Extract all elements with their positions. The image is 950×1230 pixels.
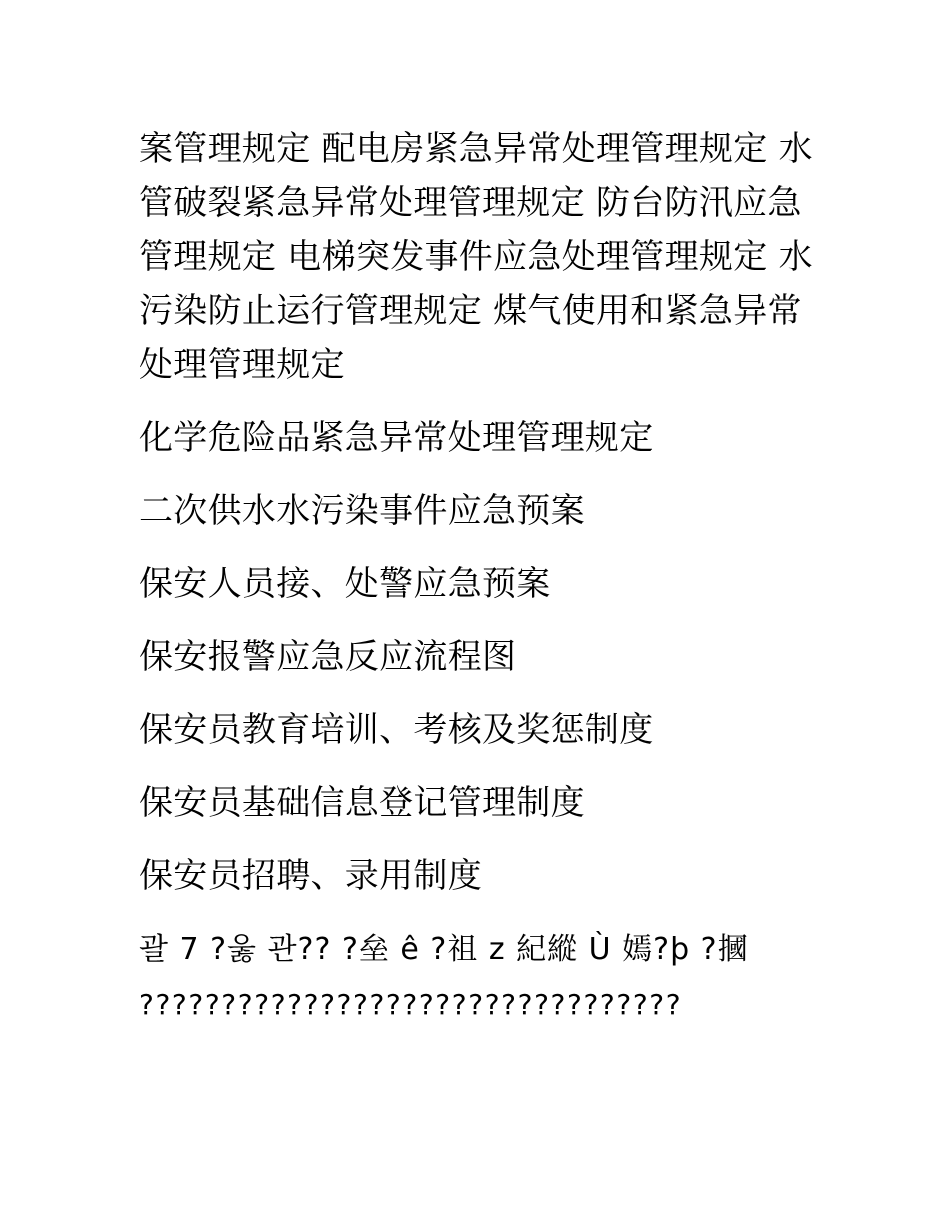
paragraph-water-pollution-plan: 二次供水水污染事件应急预案 <box>139 491 585 531</box>
paragraph-security-info-registration: 保安员基础信息登记管理制度 <box>139 783 585 823</box>
paragraph-security-alarm-plan: 保安人员接、处警应急预案 <box>139 564 551 604</box>
paragraph-security-flowchart: 保安报警应急反应流程图 <box>139 637 517 677</box>
paragraph-chemical-hazard-regulation: 化学危险品紧急异常处理管理规定 <box>139 418 654 458</box>
paragraph-security-recruitment: 保安员招聘、录用制度 <box>139 856 482 896</box>
paragraph-garbled-text: 괄 7 ?욿 관?? ?垒 ê ?祖 z 紀縱 Ù 嫣?þ ?摑 <box>139 932 749 967</box>
document-body <box>139 122 817 1032</box>
paragraph-security-training: 保安员教育培训、考核及奖惩制度 <box>139 710 654 750</box>
paragraph-question-marks: ????????????????????????????????? <box>139 988 683 1021</box>
paragraph-regulations-list: 案管理规定 配电房紧急异常处理管理规定 水管破裂紧急异常处理管理规定 防台防汛应急管理规定 电梯突发事件应急处理管理规定 水污染防止运行管理规定 煤气使用和紧急异常处理管理规定 <box>139 129 813 385</box>
